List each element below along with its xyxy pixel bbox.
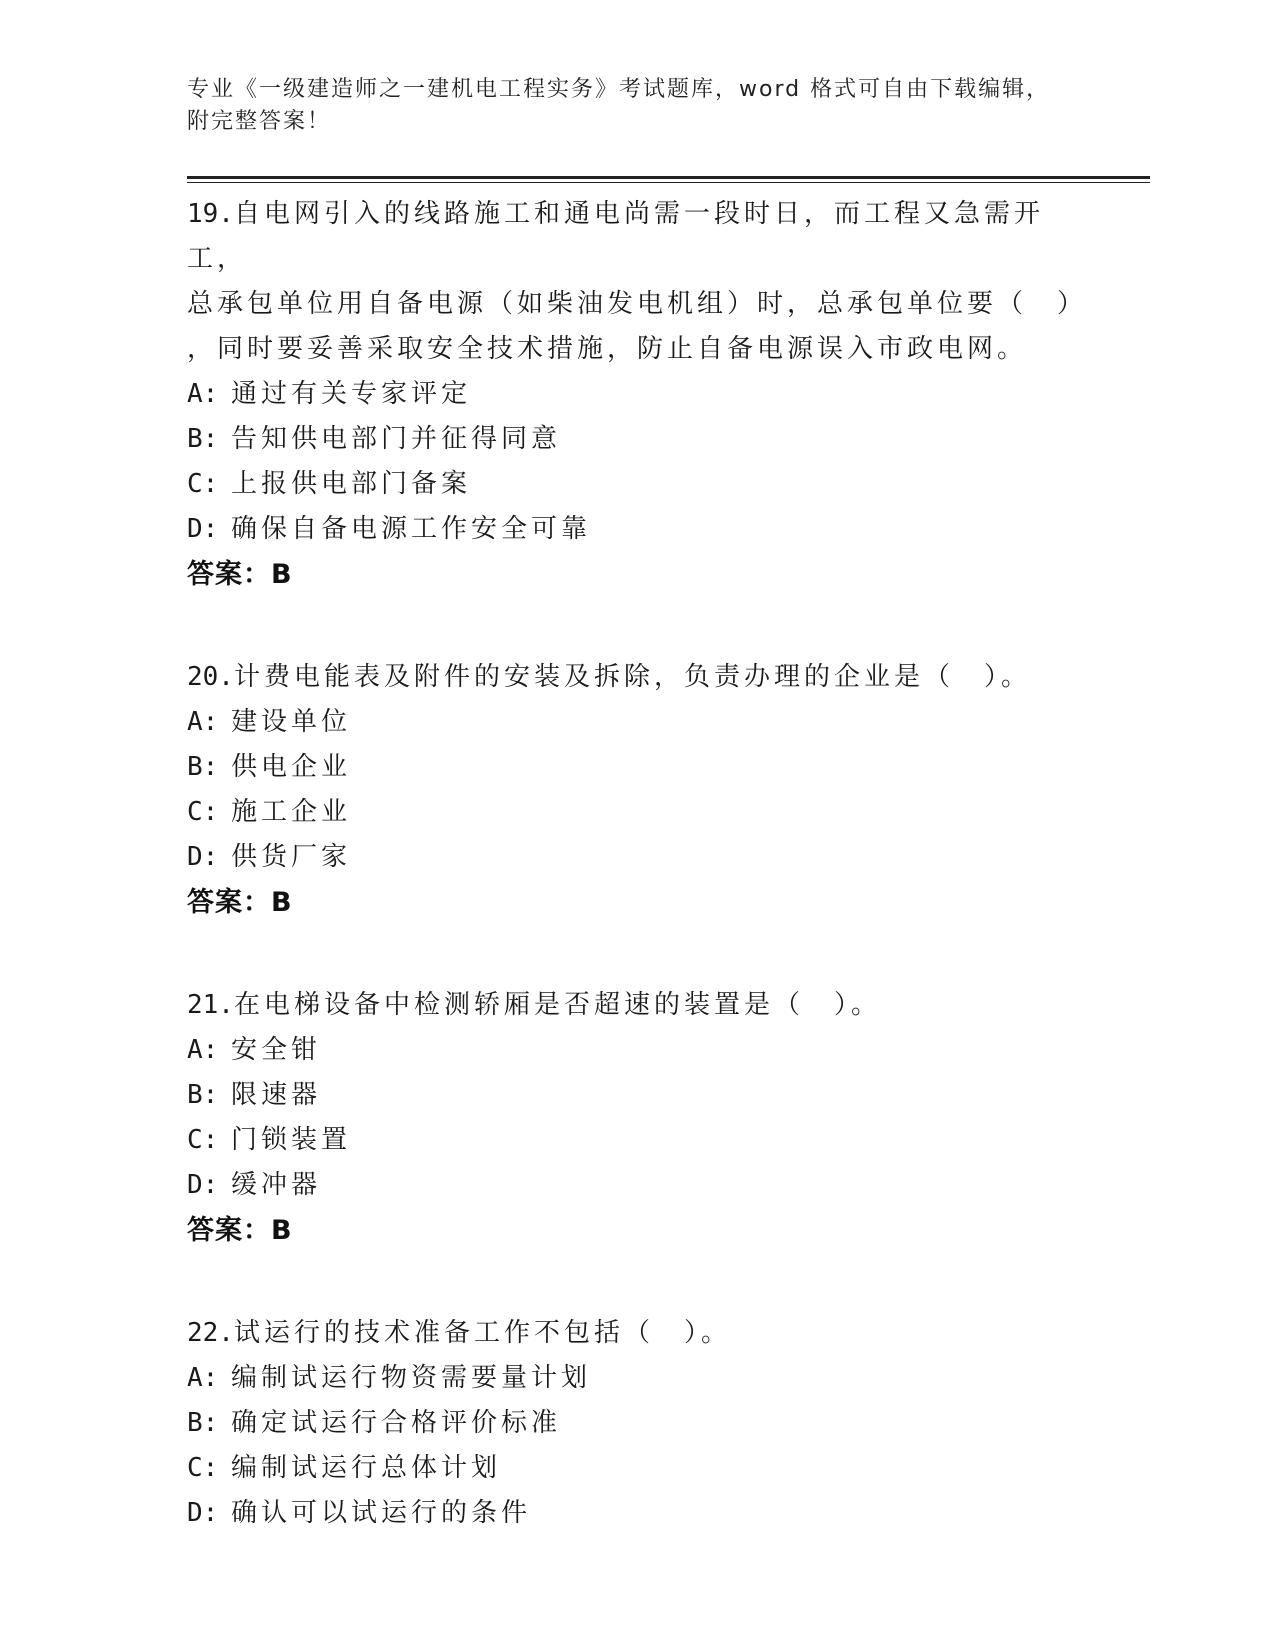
option-b bbox=[187, 417, 1087, 462]
question-item bbox=[187, 983, 1087, 1253]
option-key: A: bbox=[187, 379, 219, 409]
option-text: 确认可以试运行的条件 bbox=[231, 1498, 532, 1528]
option-b bbox=[187, 745, 1087, 790]
option-text: 确定试运行合格评价标准 bbox=[231, 1408, 562, 1438]
question-list bbox=[187, 192, 1087, 1594]
answer-line: 答案：B bbox=[187, 887, 293, 918]
option-c bbox=[187, 462, 1087, 507]
option-text: 供货厂家 bbox=[231, 842, 352, 872]
option-key: B: bbox=[187, 752, 219, 782]
question-stem-text: 自电网引入的线路施工和通电尚需一段时日，而工程又急需开工， bbox=[187, 199, 1044, 274]
option-c bbox=[187, 1446, 1087, 1491]
option-key: A: bbox=[187, 1363, 219, 1393]
option-text: 安全钳 bbox=[231, 1035, 322, 1065]
option-text: 上报供电部门备案 bbox=[231, 469, 472, 499]
option-a bbox=[187, 700, 1087, 745]
option-text: 施工企业 bbox=[231, 797, 352, 827]
option-key: D: bbox=[187, 1170, 219, 1200]
option-d bbox=[187, 507, 1087, 552]
option-text: 告知供电部门并征得同意 bbox=[231, 424, 562, 454]
option-c bbox=[187, 790, 1087, 835]
option-key: C: bbox=[187, 469, 219, 499]
option-a bbox=[187, 372, 1087, 417]
option-c bbox=[187, 1118, 1087, 1163]
question-stem-text: 在电梯设备中检测轿厢是否超速的装置是（ ）。 bbox=[233, 990, 881, 1020]
question-stem-line bbox=[187, 327, 1087, 372]
option-key: A: bbox=[187, 1035, 219, 1065]
document-header bbox=[187, 74, 1067, 138]
option-key: D: bbox=[187, 1498, 219, 1528]
question-number: 22. bbox=[187, 1318, 234, 1348]
question-stem-line bbox=[187, 983, 1087, 1028]
option-text: 确保自备电源工作安全可靠 bbox=[231, 514, 592, 544]
option-key: A: bbox=[187, 707, 219, 737]
option-d bbox=[187, 1163, 1087, 1208]
question-stem-line bbox=[187, 282, 1087, 327]
header-divider-thin bbox=[187, 182, 1150, 183]
option-b bbox=[187, 1401, 1087, 1446]
question-stem-line bbox=[187, 1311, 1087, 1356]
question-item bbox=[187, 192, 1087, 597]
question-number: 19. bbox=[187, 199, 234, 229]
question-stem-text: ，同时要妥善采取安全技术措施，防止自备电源误入市政电网。 bbox=[187, 334, 1028, 364]
option-key: B: bbox=[187, 1408, 219, 1438]
question-stem-line bbox=[187, 192, 1087, 282]
answer-line: 答案：B bbox=[187, 559, 293, 590]
question-number: 21. bbox=[187, 990, 234, 1020]
option-text: 编制试运行物资需要量计划 bbox=[231, 1363, 592, 1393]
option-text: 门锁装置 bbox=[231, 1125, 352, 1155]
option-text: 建设单位 bbox=[231, 707, 352, 737]
question-stem-line bbox=[187, 655, 1087, 700]
option-b bbox=[187, 1073, 1087, 1118]
option-text: 限速器 bbox=[231, 1080, 322, 1110]
option-d bbox=[187, 835, 1087, 880]
option-key: C: bbox=[187, 797, 219, 827]
header-divider-thick bbox=[187, 176, 1150, 179]
question-item bbox=[187, 1311, 1087, 1536]
option-key: B: bbox=[187, 424, 219, 454]
option-text: 通过有关专家评定 bbox=[231, 379, 472, 409]
option-key: C: bbox=[187, 1125, 219, 1155]
option-key: C: bbox=[187, 1453, 219, 1483]
option-key: D: bbox=[187, 842, 219, 872]
question-item bbox=[187, 655, 1087, 925]
question-number: 20. bbox=[187, 662, 234, 692]
option-a bbox=[187, 1028, 1087, 1073]
option-text: 缓冲器 bbox=[231, 1170, 322, 1200]
option-a bbox=[187, 1356, 1087, 1401]
option-key: B: bbox=[187, 1080, 219, 1110]
option-text: 编制试运行总体计划 bbox=[231, 1453, 502, 1483]
option-d bbox=[187, 1491, 1087, 1536]
option-key: D: bbox=[187, 514, 219, 544]
question-stem-text: 总承包单位用自备电源（如柴油发电机组）时，总承包单位要（ ） bbox=[187, 289, 1088, 319]
header-line-1: 专业《一级建造师之一建机电工程实务》考试题库，word 格式可自由下载编辑， bbox=[187, 77, 1051, 102]
question-stem-text: 试运行的技术准备工作不包括（ ）。 bbox=[233, 1318, 731, 1348]
answer-line: 答案：B bbox=[187, 1215, 293, 1246]
header-line-2: 附完整答案！ bbox=[187, 109, 332, 134]
question-stem-text: 计费电能表及附件的安装及拆除，负责办理的企业是（ ）。 bbox=[233, 662, 1031, 692]
option-text: 供电企业 bbox=[231, 752, 352, 782]
